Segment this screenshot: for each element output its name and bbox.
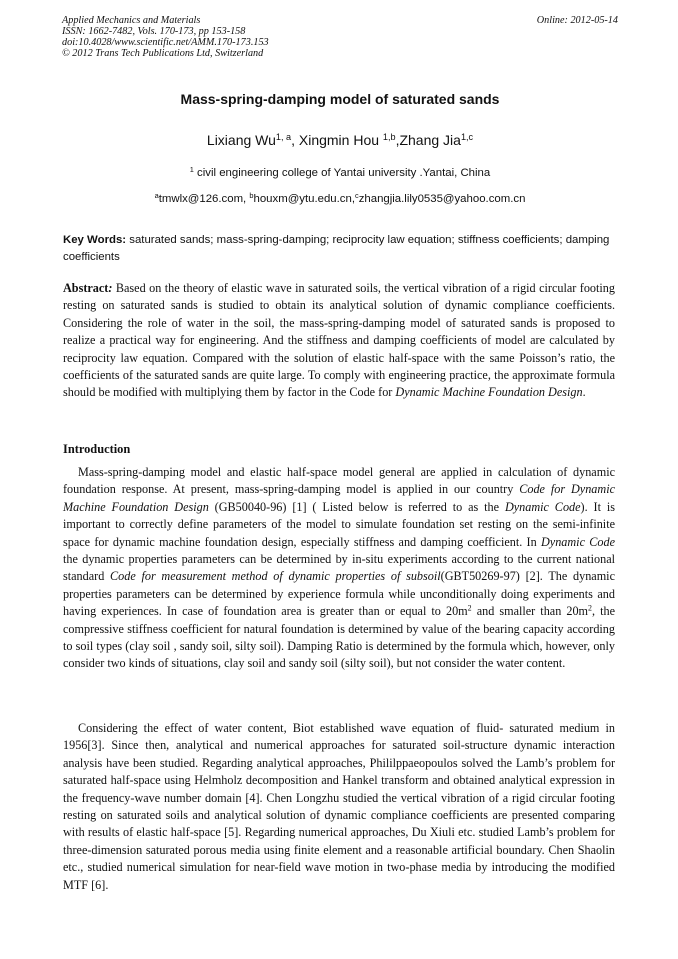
abstract-end: .: [582, 385, 586, 400]
email-link[interactable]: houxm@ytu.edu.cn,: [253, 193, 355, 205]
author-separator: ,: [395, 132, 400, 148]
abstract-code-title: Dynamic Machine Foundation Design: [395, 385, 583, 400]
author-affil-mark: 1, a: [275, 132, 292, 142]
text-run: (GBT50269-97) [2]. The dynamic properties parameters can be determined by experience formula while unconditionally doing experiments and having experiences. In case of foundation area is greater than or equal to 20m: [63, 569, 615, 619]
online-date: Online: 2012-05-14: [536, 15, 618, 26]
abstract-label: Abstract: [63, 281, 109, 295]
abstract: [63, 280, 615, 402]
email-mark: c: [355, 190, 359, 200]
introduction-paragraph-1: [63, 464, 615, 673]
journal-name: Applied Mechanics and Materials: [62, 15, 201, 26]
text-run: (GB50040-96) [1] ( Listed below is referred to as the: [208, 499, 505, 514]
author-name: Xingmin Hou: [298, 132, 383, 148]
journal-copyright: © 2012 Trans Tech Publications Ltd, Switzerland: [62, 48, 264, 59]
abstract-text: Based on the theory of elastic wave in saturated soils, the vertical vibration of a rigid circular footing resting on saturated sands is studied to obtain its analytical solution of dynamic compliance coefficients. Considering the role of water in the soil, the mass-spring-damping model of saturated sands is proposed to realize a practical way for engineering. And the stiffness and damping coefficients of model are calculated by reciprocity law equation. Compared with the solution of elastic half-space with the same Poisson’s ratio, the coefficients of the saturated sands are quite large. To comply with engineering practice, the approximate formula should be modified with multiplying them by factor in the Code for: [63, 281, 615, 400]
affiliation: [62, 164, 618, 179]
text-run: Mass-spring-damping model and elastic half-space model general are applied in calculation of dynamic foundation response. At present, mass-spring-damping model is applied in our country: [63, 465, 615, 497]
text-run: and smaller than 20m: [471, 604, 589, 619]
italic-run: Code for Dynamic Machine Foundation Design: [63, 482, 615, 514]
author-name: Lixiang Wu: [206, 132, 276, 148]
introduction-paragraph-2: Considering the effect of water content, Biot established wave equation of fluid- saturated medium in 1956[3]. Since then, analytical and numerical approaches for saturated soil-structure dynamic interaction analysis have been studied. Regarding analytical approaches, Phililppaeopoulos solved the Lamb’s problem for saturated half-space using Helmholz decomposition and Hankel transform and obtained analytical expression in the frequency-wave number domain [4]. Chen Longzhu studied the vertical vibration of a rigid circular footing resting on saturated soils and analytical solution of dynamic compliance coefficients are presented comparing with results of elastic half-space [5]. Regarding numerical approaches, Du Xiuli etc. studied Lamb’s problem for three-dimension saturated porous media using finite element and a reasonable artificial boundary. Chen Shaolin etc., studied numerical simulation for near-field wave motion in two-phase media by introducing the modified MTF [6].: [63, 721, 615, 892]
author-affil-mark: 1,b: [382, 132, 396, 142]
author-separator: ,: [291, 132, 299, 148]
author-list: [62, 132, 618, 148]
keywords-text: saturated sands; mass-spring-damping; reciprocity law equation; stiffness coefficients; damping coefficients: [63, 234, 610, 263]
italic-run: Dynamic Code: [540, 534, 615, 549]
italic-run: Dynamic Code: [504, 499, 581, 514]
affil-mark: 1: [189, 164, 194, 174]
text-run: the dynamic properties parameters can be determined by in-situ experiments according to the current national standard: [63, 552, 615, 584]
email-mark: b: [249, 190, 254, 200]
email-link[interactable]: zhangjia.lily0535@yahoo.com.cn: [358, 193, 526, 205]
text-run: , the compressive stiffness coefficient for natural foundation is determined by value of the bearing capacity according to soil types (clay soil , sandy soil, silty soil). Damping Ratio is determined by the formula which, however, only consider two kinds of situations, clay soil and sandy soil (silty soil), but not consider the water content.: [63, 604, 616, 671]
email-link[interactable]: tmwlx@126.com,: [158, 193, 250, 205]
journal-issn: ISSN: 1662-7482, Vols. 170-173, pp 153-158: [62, 26, 246, 37]
text-run: ). It is important to correctly define parameters of the model to simulate foundation set resting on the semi-infinite space for dynamic machine foundation design, especially stiffness and damping coefficient. In: [63, 499, 615, 549]
superscript: 2: [467, 603, 472, 613]
author-name: Zhang Jia: [399, 132, 461, 148]
email-mark: a: [154, 190, 159, 200]
superscript: 2: [588, 603, 592, 613]
author-emails: [62, 190, 618, 205]
italic-run: Code for measurement method of dynamic properties of subsoil: [110, 569, 441, 584]
abstract-colon: :: [108, 281, 113, 295]
journal-header: [62, 15, 618, 59]
author-affil-mark: 1,c: [460, 132, 474, 142]
keywords-label: Key Words:: [63, 234, 127, 246]
keywords: [63, 232, 615, 266]
section-heading-introduction: Introduction: [63, 442, 131, 456]
paper-title: Mass-spring-damping model of saturated sands: [180, 91, 500, 107]
affil-text: civil engineering college of Yantai university .Yantai, China: [193, 167, 491, 179]
journal-doi: doi:10.4028/www.scientific.net/AMM.170-173.153: [62, 37, 269, 48]
